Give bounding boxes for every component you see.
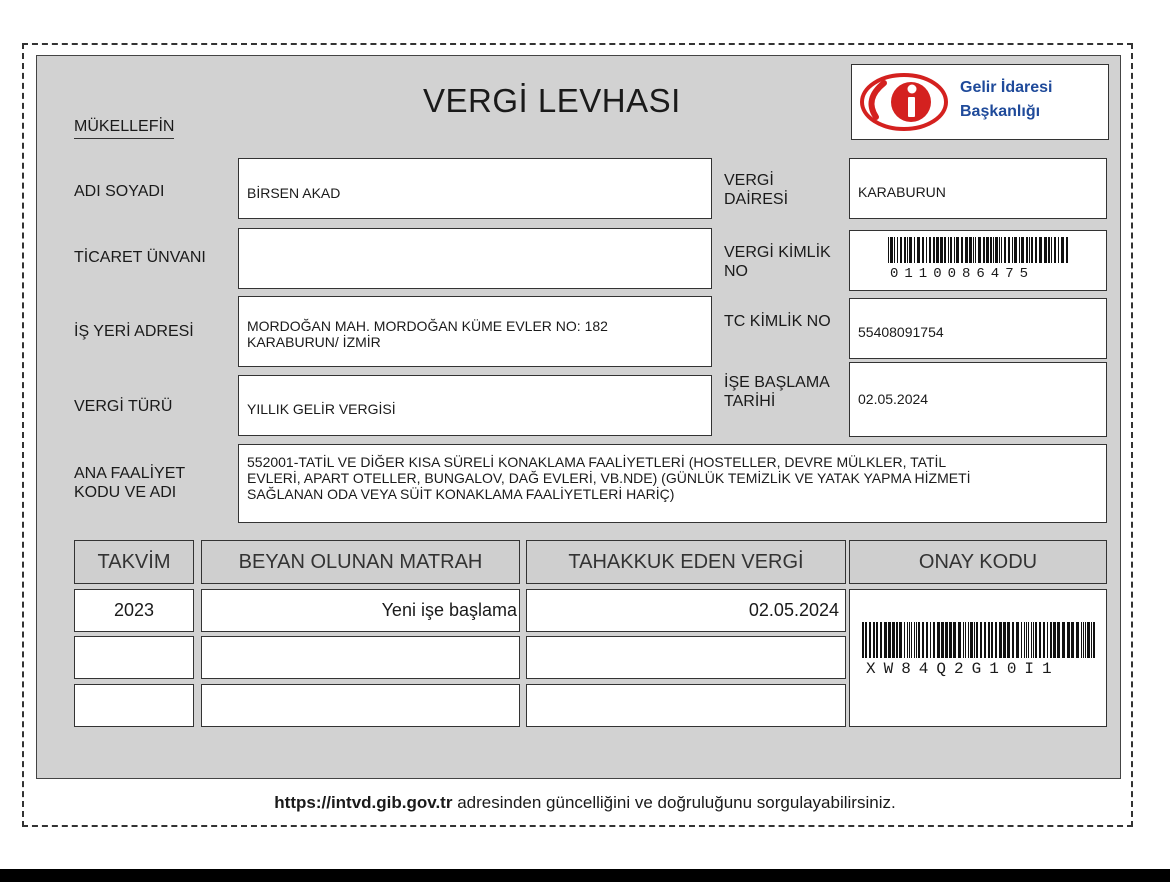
- approval-code-barcode: [862, 622, 1096, 658]
- barcode-bar: [984, 622, 986, 658]
- barcode-bar: [983, 237, 985, 263]
- barcode-bar: [1016, 622, 1019, 658]
- address-value-line1: MORDOĞAN MAH. MORDOĞAN KÜME EVLER NO: 182: [247, 318, 608, 334]
- tc-id-value-box: [849, 298, 1107, 359]
- barcode-bar: [1007, 622, 1010, 658]
- barcode-bar: [1014, 237, 1017, 263]
- barcode-bar: [1039, 237, 1042, 263]
- barcode-bar: [995, 237, 998, 263]
- barcode-bar: [899, 622, 902, 658]
- tax-type-value-box: [238, 375, 712, 436]
- barcode-bar: [1057, 622, 1060, 658]
- tc-id-value: 55408091754: [858, 324, 944, 340]
- barcode-bar: [1028, 622, 1029, 658]
- activity-value-box: [238, 444, 1107, 523]
- barcode-bar: [933, 237, 935, 263]
- barcode-bar: [933, 622, 935, 658]
- tax-office-label-line2: DAİRESİ: [724, 191, 789, 208]
- barcode-bar: [926, 622, 928, 658]
- barcode-bar: [894, 237, 895, 263]
- activity-label: [74, 464, 185, 502]
- barcode-bar: [862, 622, 864, 658]
- barcode-bar: [974, 622, 975, 658]
- tc-id-label: TC KİMLİK NO: [724, 313, 831, 330]
- barcode-bar: [1067, 622, 1070, 658]
- barcode-bar: [922, 237, 924, 263]
- barcode-bar: [1081, 622, 1082, 658]
- barcode-bar: [1029, 237, 1030, 263]
- barcode-bar: [1051, 237, 1052, 263]
- certificate-panel: [36, 55, 1121, 779]
- barcode-bar: [1043, 622, 1045, 658]
- barcode-bar: [884, 622, 887, 658]
- start-date-label-line2: TARİHİ: [724, 393, 776, 410]
- table-row-1-base: Yeni işe başlama: [201, 589, 520, 632]
- barcode-bar: [916, 622, 917, 658]
- table-row-2-year: [74, 636, 194, 679]
- barcode-bar: [1012, 622, 1014, 658]
- barcode-bar: [1031, 622, 1032, 658]
- barcode-bar: [918, 622, 920, 658]
- barcode-bar: [1003, 622, 1006, 658]
- barcode-bar: [1066, 237, 1068, 263]
- barcode-bar: [1087, 622, 1090, 658]
- name-value-box: [238, 158, 712, 219]
- barcode-bar: [1019, 237, 1020, 263]
- footer-text: adresinden güncelliğini ve doğruluğunu sorgulayabilirsiniz.: [452, 793, 896, 812]
- verification-link[interactable]: https://intvd.gib.gov.tr: [274, 793, 453, 812]
- activity-label-line2: KODU VE ADI: [74, 484, 177, 501]
- barcode-bar: [1008, 237, 1010, 263]
- table-row-2-tax: [526, 636, 846, 679]
- barcode-bar: [978, 237, 981, 263]
- barcode-bar: [1021, 237, 1024, 263]
- activity-value-line3: SAĞLANAN ODA VEYA SÜİT KONAKLAMA FAALİYETLERİ HARİÇ): [247, 486, 675, 502]
- gib-logo-box: [851, 64, 1109, 140]
- barcode-bar: [917, 237, 920, 263]
- barcode-bar: [969, 237, 972, 263]
- logo-text-line2: Başkanlığı: [960, 103, 1041, 120]
- barcode-bar: [949, 622, 952, 658]
- start-date-value: 02.05.2024: [858, 391, 929, 407]
- table-row-1-tax: 02.05.2024: [526, 589, 846, 632]
- tax-office-label: [724, 171, 788, 209]
- activity-value-line1: 552001-TATİL VE DİĞER KISA SÜRELİ KONAKLAMA FAALİYETLERİ (HOSTELLER, DEVRE MÜLKLER, TATİL: [247, 454, 947, 470]
- barcode-bar: [1047, 622, 1048, 658]
- barcode-bar: [956, 237, 959, 263]
- tax-id-label: [724, 243, 831, 281]
- barcode-bar: [876, 622, 878, 658]
- trade-name-value-box: [238, 228, 712, 289]
- table-row-1-year: 2023: [74, 589, 194, 632]
- approval-code-box: [849, 589, 1107, 727]
- barcode-bar: [954, 237, 955, 263]
- col-header-onay: ONAY KODU: [849, 540, 1107, 584]
- barcode-bar: [1012, 237, 1013, 263]
- barcode-bar: [909, 622, 910, 658]
- barcode-bar: [1026, 237, 1028, 263]
- tax-type-label: VERGİ TÜRÜ: [74, 398, 173, 415]
- barcode-bar: [1024, 622, 1025, 658]
- barcode-bar: [904, 622, 905, 658]
- start-date-label-line1: İŞE BAŞLAMA: [724, 374, 830, 391]
- gib-logo-icon: [858, 69, 950, 135]
- barcode-bar: [929, 237, 931, 263]
- barcode-bar: [926, 237, 927, 263]
- name-label: ADI SOYADI: [74, 183, 165, 200]
- footer-note: [0, 793, 1170, 813]
- barcode-bar: [1035, 622, 1037, 658]
- barcode-bar: [1076, 622, 1079, 658]
- barcode-bar: [963, 622, 964, 658]
- address-label: İŞ YERİ ADRESİ: [74, 323, 194, 340]
- barcode-bar: [914, 237, 915, 263]
- barcode-bar: [940, 237, 943, 263]
- activity-label-line1: ANA FAALİYET: [74, 465, 186, 482]
- barcode-bar: [865, 622, 867, 658]
- barcode-bar: [993, 237, 994, 263]
- start-date-label: [724, 373, 830, 411]
- barcode-bar: [958, 622, 961, 658]
- barcode-bar: [897, 237, 898, 263]
- start-date-value-box: [849, 362, 1107, 437]
- barcode-bar: [900, 237, 902, 263]
- barcode-bar: [1054, 237, 1056, 263]
- barcode-bar: [1001, 237, 1002, 263]
- barcode-bar: [1048, 237, 1050, 263]
- barcode-bar: [1071, 622, 1074, 658]
- barcode-bar: [1039, 622, 1041, 658]
- barcode-bar: [976, 622, 978, 658]
- address-value-box: [238, 296, 712, 367]
- barcode-bar: [880, 622, 882, 658]
- barcode-bar: [945, 622, 948, 658]
- barcode-bar: [909, 237, 912, 263]
- barcode-bar: [1062, 622, 1065, 658]
- barcode-bar: [888, 622, 891, 658]
- barcode-bar: [1050, 622, 1052, 658]
- approval-code-text: XW84Q2G10I1: [866, 660, 1060, 678]
- barcode-bar: [975, 237, 976, 263]
- barcode-bar: [1031, 237, 1033, 263]
- barcode-bar: [873, 622, 875, 658]
- barcode-bar: [904, 237, 906, 263]
- barcode-bar: [980, 622, 982, 658]
- barcode-bar: [965, 622, 966, 658]
- table-row-2-base: [201, 636, 520, 679]
- table-row-3-year: [74, 684, 194, 727]
- barcode-bar: [995, 622, 997, 658]
- name-value: BİRSEN AKAD: [247, 185, 341, 201]
- tax-office-value-box: [849, 158, 1107, 219]
- tax-id-barcode: [888, 237, 1068, 263]
- trade-name-label: TİCARET ÜNVANI: [74, 249, 206, 266]
- section-label: MÜKELLEFİN: [74, 118, 174, 139]
- barcode-bar: [937, 622, 940, 658]
- col-header-takvim: TAKVİM: [74, 540, 194, 584]
- tax-id-label-line2: NO: [724, 263, 748, 280]
- table-row-3-base: [201, 684, 520, 727]
- barcode-bar: [907, 237, 908, 263]
- document-title: VERGİ LEVHASI: [423, 82, 681, 119]
- barcode-bar: [953, 622, 956, 658]
- tax-type-value: YILLIK GELİR VERGİSİ: [247, 401, 396, 417]
- barcode-bar: [988, 622, 990, 658]
- barcode-bar: [986, 237, 989, 263]
- barcode-bar: [1085, 622, 1086, 658]
- barcode-bar: [950, 237, 952, 263]
- barcode-bar: [991, 622, 993, 658]
- barcode-bar: [911, 622, 912, 658]
- barcode-bar: [948, 237, 949, 263]
- barcode-bar: [1093, 622, 1095, 658]
- barcode-bar: [914, 622, 915, 658]
- table-row-3-tax: [526, 684, 846, 727]
- barcode-bar: [944, 237, 946, 263]
- logo-text-line1: Gelir İdaresi: [960, 79, 1053, 96]
- tax-id-barcode-box: [849, 230, 1107, 291]
- barcode-bar: [1091, 622, 1092, 658]
- barcode-bar: [888, 237, 889, 263]
- tax-office-label-line1: VERGİ: [724, 172, 774, 189]
- barcode-bar: [1044, 237, 1047, 263]
- barcode-bar: [999, 237, 1000, 263]
- barcode-bar: [941, 622, 944, 658]
- barcode-bar: [907, 622, 908, 658]
- tax-id-barcode-text: 0110086475: [890, 266, 1035, 282]
- barcode-bar: [968, 622, 969, 658]
- barcode-bar: [1021, 622, 1022, 658]
- barcode-bar: [1083, 622, 1084, 658]
- barcode-bar: [1061, 237, 1064, 263]
- bottom-black-band: [0, 869, 1170, 882]
- address-value-line2: KARABURUN/ İZMİR: [247, 334, 381, 350]
- barcode-bar: [961, 237, 963, 263]
- barcode-bar: [1053, 622, 1056, 658]
- barcode-bar: [892, 622, 895, 658]
- barcode-bar: [973, 237, 974, 263]
- barcode-bar: [936, 237, 939, 263]
- barcode-bar: [965, 237, 968, 263]
- barcode-bar: [999, 622, 1002, 658]
- col-header-vergi: TAHAKKUK EDEN VERGİ: [526, 540, 846, 584]
- tax-office-value: KARABURUN: [858, 184, 946, 200]
- barcode-bar: [1035, 237, 1037, 263]
- barcode-bar: [896, 622, 898, 658]
- barcode-bar: [930, 622, 931, 658]
- tax-id-label-line1: VERGİ KİMLİK: [724, 244, 831, 261]
- barcode-bar: [970, 622, 973, 658]
- barcode-bar: [1026, 622, 1027, 658]
- barcode-bar: [922, 622, 924, 658]
- activity-value-line2: EVLERİ, APART OTELLER, BUNGALOV, DAĞ EVLERİ, VB.NDE) (GÜNLÜK TEMİZLİK VE YATAK YAPMA HİZMETİ: [247, 470, 971, 486]
- barcode-bar: [1033, 622, 1034, 658]
- barcode-bar: [1004, 237, 1006, 263]
- barcode-bar: [869, 622, 871, 658]
- barcode-bar: [890, 237, 893, 263]
- barcode-bar: [990, 237, 992, 263]
- barcode-bar: [1058, 237, 1059, 263]
- col-header-matrah: BEYAN OLUNAN MATRAH: [201, 540, 520, 584]
